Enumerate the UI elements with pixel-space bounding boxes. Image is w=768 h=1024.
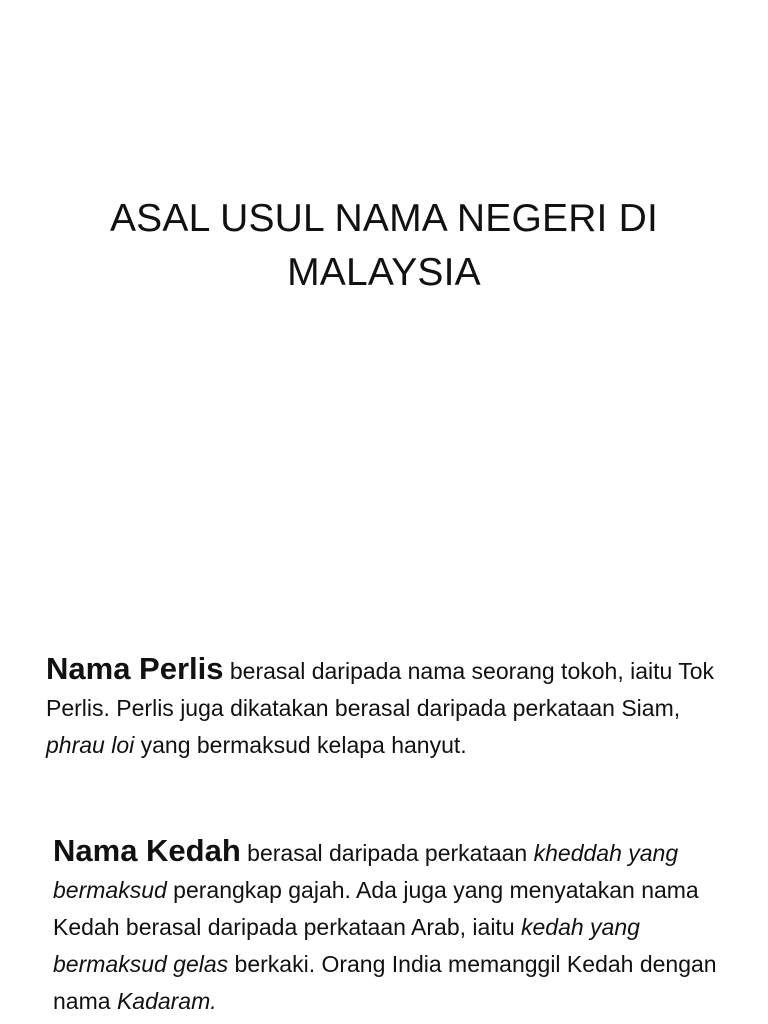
perlis-paragraph [46,650,736,764]
kedah-text-3: berkaki. Orang India memanggil Kedah dengan nama [53,951,717,1014]
kedah-text-1: berasal daripada perkataan [240,840,534,866]
kedah-paragraph [53,832,753,1020]
perlis-lead: Nama Perlis [46,651,224,686]
kedah-text-2: perangkap gajah. Ada juga yang menyatakan nama Kedah berasal daripada perkataan Arab, iaitu [53,877,699,940]
kedah-italic-3: Kadaram. [116,988,217,1014]
perlis-text-1: berasal daripada nama seorang tokoh, iaitu Tok Perlis. Perlis juga dikatakan berasal daripada perkataan Siam, [46,658,715,721]
kedah-lead: Nama Kedah [53,833,241,868]
slide-title: ASAL USUL NAMA NEGERI DI MALAYSIA [109,197,659,294]
perlis-text-2: yang bermaksud kelapa hanyut. [134,732,467,758]
perlis-italic-1: phrau loi [46,732,135,758]
kedah-italic-1: kheddah yang bermaksud [53,840,679,903]
kedah-italic-2: kedah yang bermaksud gelas [53,914,640,977]
